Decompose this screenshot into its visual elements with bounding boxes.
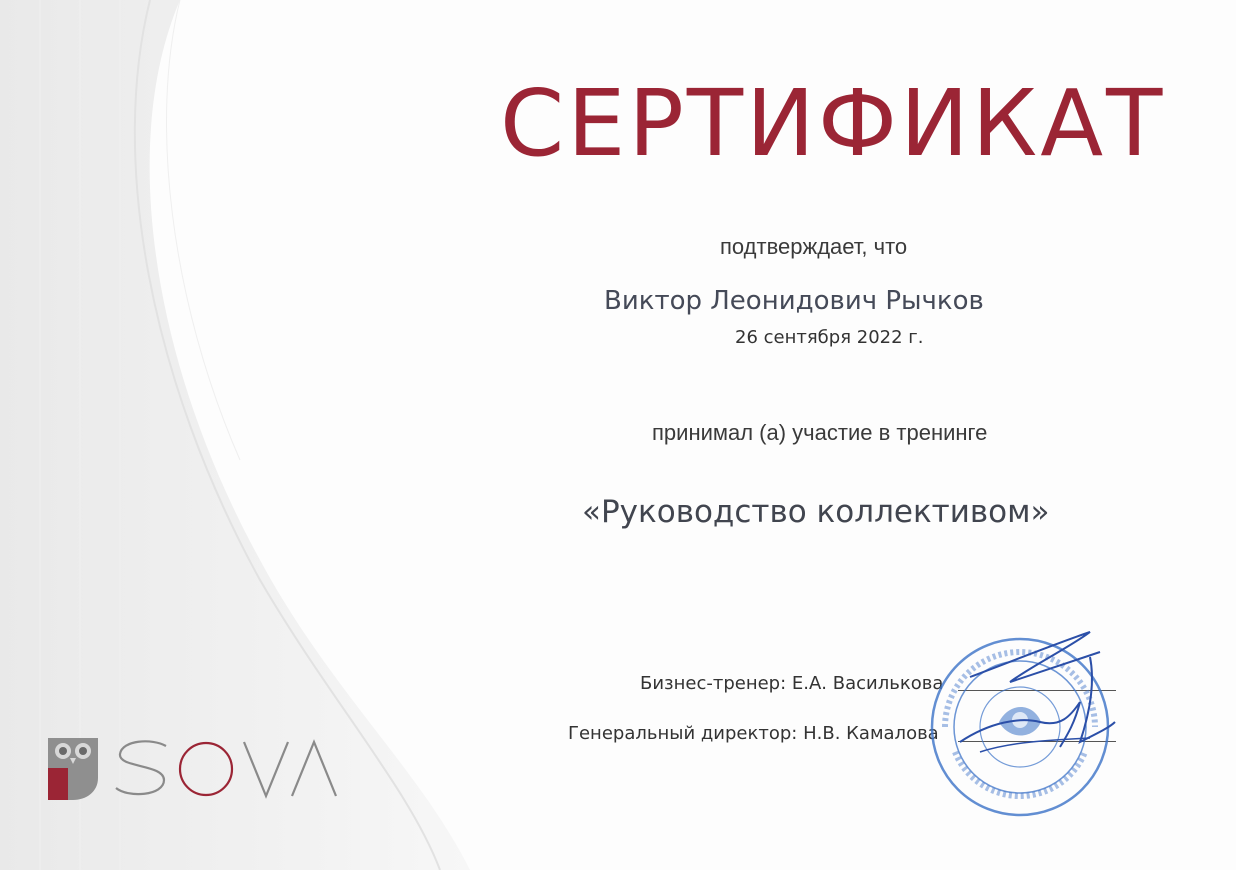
sova-logo [48, 734, 368, 802]
course-title: «Руководство коллективом» [582, 494, 1050, 530]
confirms-text: подтверждает, что [720, 234, 908, 259]
director-signature-label: Генеральный директор: Н.В. Камалова [568, 723, 939, 744]
certificate-date: 26 сентября 2022 г. [735, 327, 924, 348]
handwritten-signature [950, 622, 1120, 772]
owl-icon [48, 738, 98, 800]
trainer-signature-label: Бизнес-тренер: Е.А. Василькова [640, 673, 944, 694]
participation-text: принимал (а) участие в тренинге [652, 420, 988, 445]
certificate-title: СЕРТИФИКАТ [500, 70, 1166, 177]
recipient-name: Виктор Леонидович Рычков [604, 286, 984, 316]
logo-wordmark [116, 741, 336, 796]
